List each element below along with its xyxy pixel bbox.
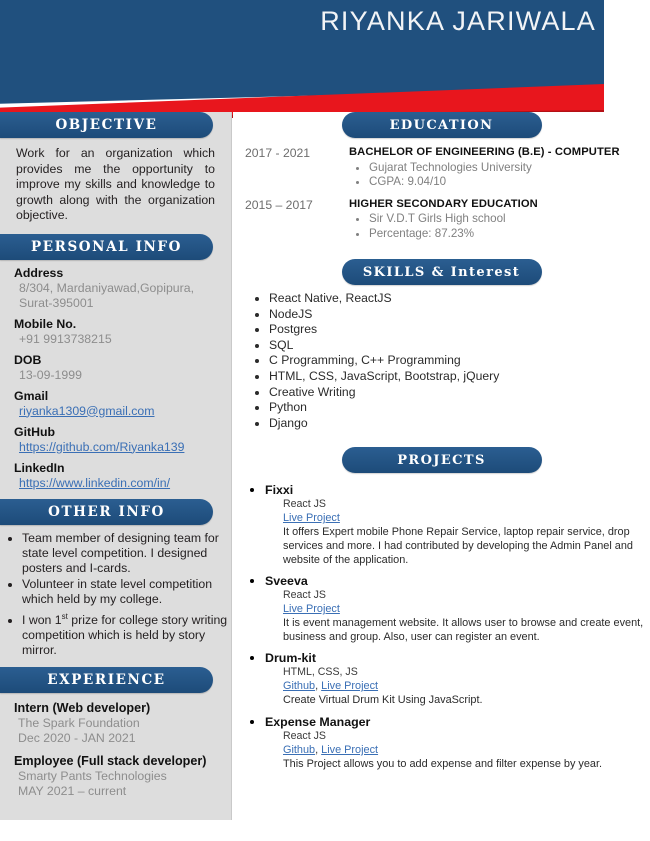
section-header-projects: [342, 447, 542, 473]
skill-item: • Postgres: [269, 322, 650, 338]
skill-item: • Django: [269, 416, 650, 432]
section-header-education: [342, 112, 542, 138]
project-detail: [265, 730, 650, 772]
section-title-personal-info: PERSONAL INFO: [31, 238, 182, 255]
education-entry: [233, 198, 650, 242]
experience-entry: [14, 700, 217, 746]
project-item: [265, 481, 650, 567]
section-title-experience: EXPERIENCE: [47, 672, 166, 689]
education-list: [233, 146, 650, 241]
project-name: • Expense Manager: [265, 714, 371, 729]
project-tech: React JS: [283, 589, 326, 602]
project-links: [283, 511, 650, 525]
education-detail-item: • Percentage: 87.23%: [369, 227, 650, 242]
project-item: [265, 713, 650, 772]
education-entry: [233, 146, 650, 190]
project-detail: [265, 498, 650, 567]
project-links: [283, 602, 650, 616]
experience-company: The Spark Foundation: [18, 716, 140, 731]
section-header-experience: [0, 667, 213, 693]
project-description: It is event management website. It allows user to browse and create event, business and group. Also, user can register an event.: [283, 617, 644, 643]
project-link[interactable]: Github: [283, 743, 316, 756]
skill-item: • HTML, CSS, JavaScript, Bootstrap, jQuery: [269, 369, 650, 385]
project-link[interactable]: Github: [283, 680, 316, 693]
personal-info-link[interactable]: riyanka1309@gmail.com: [19, 403, 155, 418]
section-title-skills: SKILLS & Interest: [362, 264, 521, 280]
section-title-other-info: OTHER INFO: [48, 503, 165, 520]
education-info: [337, 198, 650, 242]
personal-info-value: 8/304, Mardaniyawad,Gopipura, Surat-395001: [19, 280, 194, 310]
projects-list: [233, 481, 650, 771]
skill-item: • React Native, ReactJS: [269, 291, 650, 307]
personal-info-list: [14, 266, 217, 491]
header-banner: [0, 0, 650, 118]
skill-item: • NodeJS: [269, 307, 650, 323]
main-column: [233, 112, 650, 841]
other-info-item: • I won 1st prize for college story writing competition which is held by story mirror.: [22, 609, 231, 659]
project-detail: [265, 666, 650, 708]
skill-item: • C Programming, C++ Programming: [269, 353, 650, 369]
project-description: This Project allows you to add expense and filter expense by year.: [283, 757, 603, 770]
skills-list: [233, 291, 650, 431]
personal-info-item: [14, 425, 217, 455]
other-info-list: [0, 531, 231, 659]
project-link[interactable]: Live Project: [321, 743, 379, 756]
personal-info-label: Address: [14, 265, 64, 280]
other-info-item: • Volunteer in state level competition which held by my college.: [22, 577, 231, 607]
project-links: [283, 743, 650, 757]
candidate-name: RIYANKA JARIWALA: [320, 6, 596, 36]
project-link-separator: ,: [315, 680, 322, 693]
section-header-other-info: [0, 499, 213, 525]
personal-info-item: [14, 461, 217, 491]
project-links: [283, 679, 650, 693]
personal-info-value: +91 9913738215: [19, 331, 112, 346]
experience-period: MAY 2021 – current: [18, 784, 127, 799]
education-info: [337, 146, 650, 190]
project-name: • Fixxi: [265, 483, 294, 498]
section-header-objective: [0, 112, 213, 138]
education-years: 2017 - 2021: [245, 146, 311, 160]
project-description: Create Virtual Drum Kit Using JavaScript.: [283, 694, 483, 707]
project-link[interactable]: Live Project: [283, 512, 340, 525]
skill-item: • SQL: [269, 338, 650, 354]
project-link[interactable]: Live Project: [283, 603, 340, 616]
education-detail-item: • Gujarat Technologies University: [369, 161, 650, 176]
section-title-education: EDUCATION: [389, 117, 494, 133]
other-info-item: • Team member of designing team for state level competition. I designed posters and I-cards.: [22, 531, 231, 577]
project-detail: [265, 589, 650, 644]
sidebar: [0, 112, 232, 820]
section-header-skills: [342, 259, 542, 285]
education-detail-list: [349, 212, 650, 241]
personal-info-label: DOB: [14, 352, 42, 367]
personal-info-value: 13-09-1999: [19, 367, 82, 382]
personal-info-item: [14, 317, 217, 347]
project-item: [265, 649, 650, 708]
education-detail-list: [349, 161, 650, 190]
section-title-projects: PROJECTS: [397, 452, 486, 468]
education-degree: HIGHER SECONDARY EDUCATION: [349, 197, 538, 210]
objective-text: Work for an organization which provides me the opportunity to improve my skills and knowledge to growth along with the organization objective.: [16, 146, 215, 222]
project-tech: React JS: [283, 729, 326, 742]
skill-item: • Python: [269, 400, 650, 416]
personal-info-item: [14, 353, 217, 383]
section-header-personal-info: [0, 234, 213, 260]
personal-info-item: [14, 266, 217, 311]
personal-info-label: Mobile No.: [14, 316, 77, 331]
project-item: [265, 572, 650, 644]
section-title-objective: OBJECTIVE: [55, 117, 158, 133]
skill-item: • Creative Writing: [269, 385, 650, 401]
project-link-separator: ,: [315, 743, 322, 756]
project-tech: React JS: [283, 498, 326, 511]
personal-info-label: GitHub: [14, 424, 55, 439]
project-tech: HTML, CSS, JS: [283, 666, 358, 679]
experience-company: Smarty Pants Technologies: [18, 769, 167, 784]
personal-info-link[interactable]: https://www.linkedin.com/in/: [19, 475, 171, 490]
education-detail-item: • Sir V.D.T Girls High school: [369, 212, 650, 227]
project-link[interactable]: Live Project: [321, 680, 379, 693]
project-name: • Sveeva: [265, 574, 308, 589]
experience-period: Dec 2020 - JAN 2021: [18, 731, 136, 746]
experience-role: Intern (Web developer): [14, 701, 151, 716]
personal-info-label: Gmail: [14, 388, 49, 403]
personal-info-link[interactable]: https://github.com/Riyanka139: [19, 439, 185, 454]
experience-role: Employee (Full stack developer): [14, 754, 207, 769]
project-description: It offers Expert mobile Phone Repair Service, laptop repair service, drop services and more. I had contributed by developing the Admin Panel and website of the application.: [283, 526, 633, 566]
education-degree: BACHELOR OF ENGINEERING (B.E) - COMPUTER: [349, 146, 620, 158]
personal-info-label: LinkedIn: [14, 460, 65, 475]
experience-entry: [14, 753, 217, 799]
education-years: 2015 – 2017: [245, 197, 313, 212]
experience-list: [14, 700, 217, 799]
personal-info-item: [14, 389, 217, 419]
education-detail-item: • CGPA: 9.04/10: [369, 175, 650, 190]
project-name: • Drum-kit: [265, 651, 316, 666]
